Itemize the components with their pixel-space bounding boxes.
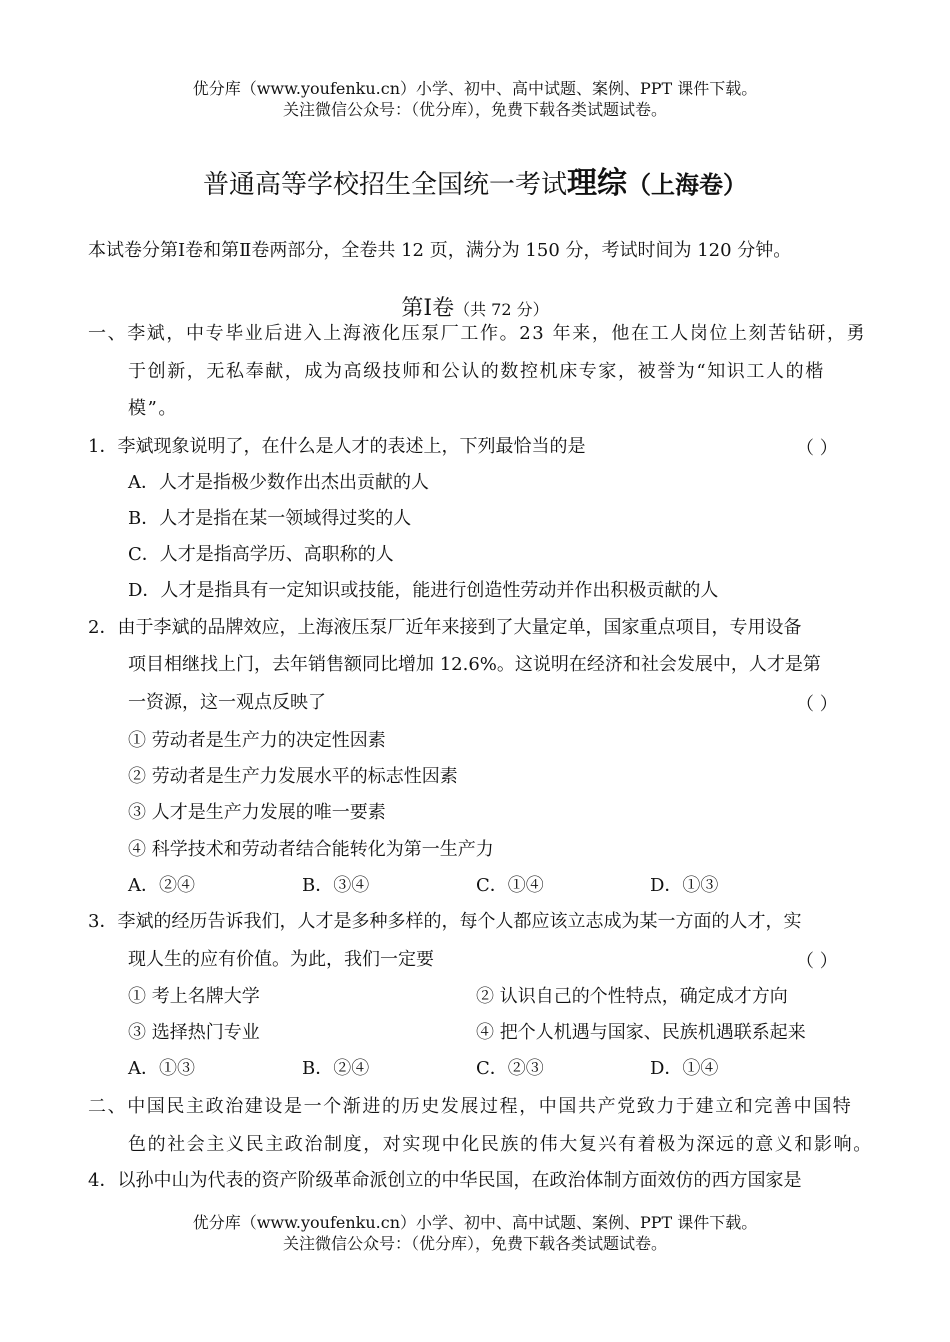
exam-title-subject: 理综	[567, 166, 627, 201]
section-points: （共 72 分）	[454, 300, 549, 319]
exam-title	[0, 158, 950, 202]
q3-option-b: B．②④	[302, 1058, 370, 1079]
q2-answer-blank: （ ）	[796, 694, 838, 715]
q2-option-a: A．②④	[128, 875, 195, 896]
q2-statement-3: ③ 人才是生产力发展的唯一要素	[128, 802, 386, 823]
q3-statement-4: ④ 把个人机遇与国家、民族机遇联系起来	[476, 1022, 806, 1043]
footer-ad-line-2: 关注微信公众号：（优分库），免费下载各类试题试卷。	[282, 1234, 667, 1253]
q2-stem-line-1: 2．由于李斌的品牌效应，上海液压泵厂近年来接到了大量定单，国家重点项目，专用设备	[88, 617, 802, 638]
q4-stem-line-1: 4．以孙中山为代表的资产阶级革命派创立的中华民国，在政治体制方面效仿的西方国家是	[88, 1170, 802, 1191]
q2-stem-line-3: 一资源，这一观点反映了	[128, 692, 326, 713]
q3-statement-3: ③ 选择热门专业	[128, 1022, 260, 1043]
q3-option-d: D．①④	[650, 1058, 719, 1079]
q2-option-c: C．①④	[476, 875, 544, 896]
passage-1-line-2: 于创新，无私奉献，成为高级技师和公认的数控机床专家，被誉为“知识工人的楷	[128, 361, 825, 382]
section-title: 第Ⅰ卷	[401, 296, 455, 321]
q3-statement-2: ② 认识自己的个性特点，确定成才方向	[476, 986, 788, 1007]
passage-1-line-1: 一、李斌，中专毕业后进入上海液化压泵厂工作。23 年来，他在工人岗位上刻苦钻研，勇	[88, 323, 867, 344]
q1-option-d: D．人才是指具有一定知识或技能，能进行创造性劳动并作出积极贡献的人	[128, 580, 719, 601]
q1-option-a: A．人才是指极少数作出杰出贡献的人	[128, 472, 429, 493]
q2-statement-1: ① 劳动者是生产力的决定性因素	[128, 730, 386, 751]
q1-answer-blank: （ ）	[796, 438, 838, 459]
passage-2-line-1: 二、中国民主政治建设是一个渐进的历史发展过程，中国共产党致力于建立和完善中国特	[88, 1096, 853, 1117]
footer-ad-line-1: 优分库（www.youfenku.cn）小学、初中、高中试题、案例、PPT 课件下载。	[192, 1213, 758, 1232]
q2-stem-line-2: 项目相继找上门，去年销售额同比增加 12.6%。这说明在经济和社会发展中，人才是第	[128, 654, 821, 675]
q2-option-d: D．①③	[650, 875, 719, 896]
q3-stem-line-2: 现人生的应有价值。为此，我们一定要	[128, 949, 434, 970]
q2-statement-4: ④ 科学技术和劳动者结合能转化为第一生产力	[128, 839, 494, 860]
section-heading	[0, 291, 950, 322]
q1-option-c: C．人才是指高学历、高职称的人	[128, 544, 394, 565]
q3-statement-1: ① 考上名牌大学	[128, 986, 260, 1007]
exam-title-region: （上海卷）	[627, 170, 747, 199]
header-ad-line-2: 关注微信公众号：（优分库），免费下载各类试题试卷。	[282, 100, 667, 119]
q3-option-c: C．②③	[476, 1058, 544, 1079]
passage-1-line-3: 模”。	[128, 398, 179, 419]
q1-stem: 1．李斌现象说明了，在什么是人才的表述上，下列最恰当的是	[88, 436, 586, 457]
exam-title-main: 普通高等学校招生全国统一考试	[202, 170, 567, 200]
q2-statement-2: ② 劳动者是生产力发展水平的标志性因素	[128, 766, 458, 787]
q3-option-a: A．①③	[128, 1058, 195, 1079]
q2-option-b: B．③④	[302, 875, 370, 896]
q1-option-b: B．人才是指在某一领域得过奖的人	[128, 508, 412, 529]
q3-stem-line-1: 3．李斌的经历告诉我们，人才是多种多样的，每个人都应该立志成为某一方面的人才，实	[88, 911, 802, 932]
q3-answer-blank: （ ）	[796, 951, 838, 972]
passage-2-line-2: 色的社会主义民主政治制度，对实现中化民族的伟大复兴有着极为深远的意义和影响。	[128, 1134, 873, 1155]
exam-intro: 本试卷分第Ⅰ卷和第Ⅱ卷两部分，全卷共 12 页，满分为 150 分，考试时间为 120 分钟。	[88, 240, 792, 261]
header-ad-line-1: 优分库（www.youfenku.cn）小学、初中、高中试题、案例、PPT 课件下载。	[192, 79, 758, 98]
